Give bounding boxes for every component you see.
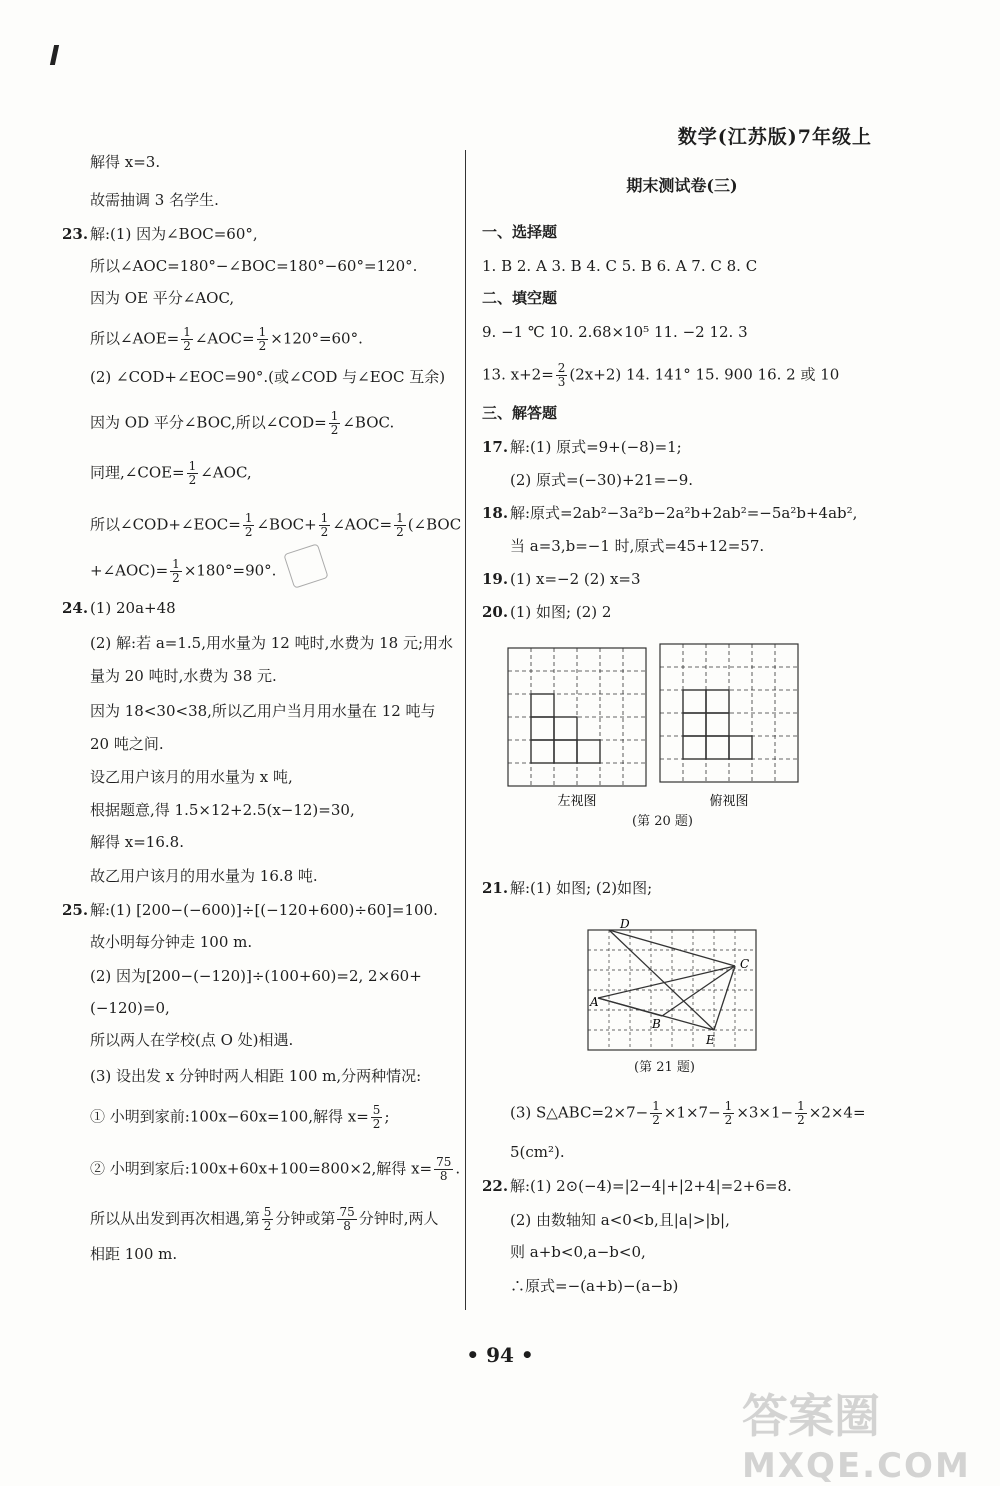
point-label-E: E [706, 1033, 715, 1047]
small-stamp-icon [283, 543, 328, 588]
question-number: 19. [482, 570, 509, 588]
equation-line: 所以∠COD+∠EOC= $\frac{1}{2}$ ∠BOC+ $\frac{1}{2}$ ∠AOC= $\frac{1}{2}$ (∠BOC [90, 511, 462, 539]
point-label-C: C [740, 957, 750, 971]
text-line: 相距 100 m. [90, 1245, 178, 1263]
top-view-shape [683, 690, 752, 759]
answer-line: 1. B 2. A 3. B 4. C 5. B 6. A 7. C 8. C [482, 257, 758, 275]
fraction: $\frac{1}{2}$ [724, 1099, 733, 1127]
fraction: $\frac{1}{2}$ [320, 511, 329, 539]
equation-line: 同理,∠COE= $\frac{1}{2}$ ∠AOC, [90, 459, 252, 487]
equation-line: 所以∠AOE= $\frac{1}{2}$ ∠AOC= $\frac{1}{2}$ ×120°=60°. [90, 325, 363, 353]
line-AC [598, 966, 735, 998]
left-view-shape [531, 694, 600, 763]
fraction: $\frac{1}{2}$ [396, 511, 404, 539]
text-line: 5(cm²). [510, 1143, 565, 1161]
question-number: 23. [62, 225, 89, 243]
equation-line: 13. x+2= $\frac{2}{3}$ (2x+2) 14. 141° 15. 900 16. 2 或 10 [482, 361, 840, 389]
text-line: 因为 18<30<38,所以乙用户当月用水量在 12 吨与 [90, 702, 436, 720]
text-line: 当 a=3,b=−1 时,原式=45+12=57. [510, 537, 765, 555]
fraction: $\frac{2}{3}$ [557, 361, 566, 389]
corner-mark [50, 45, 59, 65]
fraction: $\frac{5}{2}$ [372, 1103, 381, 1131]
text-line: 故小明每分钟走 100 m. [90, 933, 253, 951]
text-line: (2) 由数轴知 a<0<b,且|a|>|b|, [510, 1211, 730, 1229]
text-line: (1) 20a+48 [90, 599, 176, 617]
equation-line: (3) S△ABC=2×7− $\frac{1}{2}$ ×1×7− $\frac{1}{2}$ ×3×1− $\frac{1}{2}$ ×2×4= [510, 1099, 866, 1127]
watermark-url: MXQE.COM [742, 1446, 971, 1486]
fraction: $\frac{1}{2}$ [183, 325, 191, 353]
text-line: 所以∠AOC=180°−∠BOC=180°−60°=120°. [90, 257, 418, 275]
question-number: 18. [482, 504, 509, 522]
text-line: 设乙用户该月的用水量为 x 吨, [90, 768, 293, 786]
fraction: $\frac{75}{8}$ [436, 1155, 452, 1183]
left-view-label: 左视图 [557, 794, 597, 809]
text-line: (1) 如图; (2) 2 [510, 603, 612, 621]
top-view-label: 俯视图 [709, 794, 749, 809]
page-header: 数学(江苏版)7年级上 [677, 126, 872, 148]
section-heading: 三、解答题 [482, 404, 558, 422]
column-divider [465, 150, 466, 1310]
text-line: 解:(1) 如图; (2)如图; [510, 879, 653, 897]
equation-line: +∠AOC)= $\frac{1}{2}$ ×180°=90°. [90, 557, 277, 585]
section-heading: 一、选择题 [482, 223, 558, 241]
watermark-logo [742, 1380, 982, 1486]
text-line: 解得 x=16.8. [90, 833, 184, 851]
text-line: 20 吨之间. [90, 735, 164, 753]
text-line: 则 a+b<0,a−b<0, [510, 1243, 646, 1261]
fraction: $\frac{1}{2}$ [244, 511, 253, 539]
text-line: (3) 设出发 x 分钟时两人相距 100 m,分两种情况: [90, 1067, 422, 1085]
section-heading: 二、填空题 [482, 289, 558, 307]
text-line: 所以两人在学校(点 O 处)相遇. [90, 1031, 294, 1049]
text-line: (2) 原式=(−30)+21=−9. [510, 471, 694, 489]
fraction: $\frac{75}{8}$ [339, 1205, 355, 1233]
equation-line: ② 小明到家后:100x+60x+100=800×2,解得 x= $\frac{75}{8}$ . [90, 1155, 461, 1183]
text-line: ∴原式=−(a+b)−(a−b) [510, 1277, 679, 1295]
equation-line: 所以从出发到再次相遇,第 $\frac{5}{2}$ 分钟或第 $\frac{75}{8}$ 分钟时,两人 [90, 1205, 439, 1233]
fraction: $\frac{1}{2}$ [188, 459, 197, 487]
text-line: 解:(1) 原式=9+(−8)=1; [510, 438, 682, 456]
fraction: $\frac{1}{2}$ [258, 325, 267, 353]
question-number: 25. [62, 901, 89, 919]
figure-21 [578, 918, 768, 1053]
question-number: 21. [482, 879, 509, 897]
text-line: 解:(1) [200−(−600)]÷[(−120+600)÷60]=100. [90, 901, 438, 919]
text-line: (2) 解:若 a=1.5,用水量为 12 吨时,水费为 18 元;用水 [90, 634, 454, 652]
text-line: 解:原式=2ab²−3a²b−2a²b+2ab²=−5a²b+4ab², [510, 504, 858, 522]
figure-caption: (第 21 题) [634, 1060, 695, 1075]
text-line: (−120)=0, [90, 999, 170, 1017]
page-number: • 94 • [466, 1343, 534, 1367]
figure-20 [500, 640, 820, 835]
point-label-A: A [590, 995, 599, 1009]
text-line: 故乙用户该月的用水量为 16.8 吨. [90, 867, 318, 885]
watermark-text: 答案圈 [742, 1389, 880, 1443]
text-line: 因为 OE 平分∠AOC, [90, 289, 235, 307]
line-CE [714, 966, 735, 1030]
text-line: 根据题意,得 1.5×12+2.5(x−12)=30, [90, 801, 355, 819]
answer-line: 9. −1 ℃ 10. 2.68×10⁵ 11. −2 12. 3 [482, 323, 748, 341]
text-line: (2) 因为[200−(−120)]÷(100+60)=2, 2×60+ [90, 967, 422, 985]
equation-line: ① 小明到家前:100x−60x=100,解得 x= $\frac{5}{2}$ ; [90, 1103, 390, 1131]
question-number: 20. [482, 603, 509, 621]
question-number: 17. [482, 438, 509, 456]
figure-caption: (第 20 题) [632, 814, 693, 829]
text-line: (2) ∠COD+∠EOC=90°.(或∠COD 与∠EOC 互余) [90, 368, 446, 386]
fraction: $\frac{5}{2}$ [263, 1205, 272, 1233]
fraction: $\frac{1}{2}$ [330, 409, 339, 437]
text-line: 故需抽调 3 名学生. [90, 191, 219, 209]
section-title: 期末测试卷(三) [626, 176, 738, 195]
text-line: (1) x=−2 (2) x=3 [510, 570, 641, 588]
text-line: 解得 x=3. [90, 153, 161, 171]
question-number: 24. [62, 599, 89, 617]
question-number: 22. [482, 1177, 509, 1195]
text-line: 解:(1) 2⊙(−4)=|2−4|+|2+4|=2+6=8. [510, 1177, 792, 1195]
text-line: 量为 20 吨时,水费为 38 元. [90, 667, 277, 685]
text-line: 解:(1) 因为∠BOC=60°, [90, 225, 258, 243]
point-label-B: B [652, 1017, 661, 1031]
equation-line: 因为 OD 平分∠BOC,所以∠COD= $\frac{1}{2}$ ∠BOC. [90, 409, 395, 437]
fraction: $\frac{1}{2}$ [797, 1099, 805, 1127]
fraction: $\frac{1}{2}$ [172, 557, 180, 585]
point-label-D: D [620, 918, 630, 931]
fraction: $\frac{1}{2}$ [652, 1099, 660, 1127]
